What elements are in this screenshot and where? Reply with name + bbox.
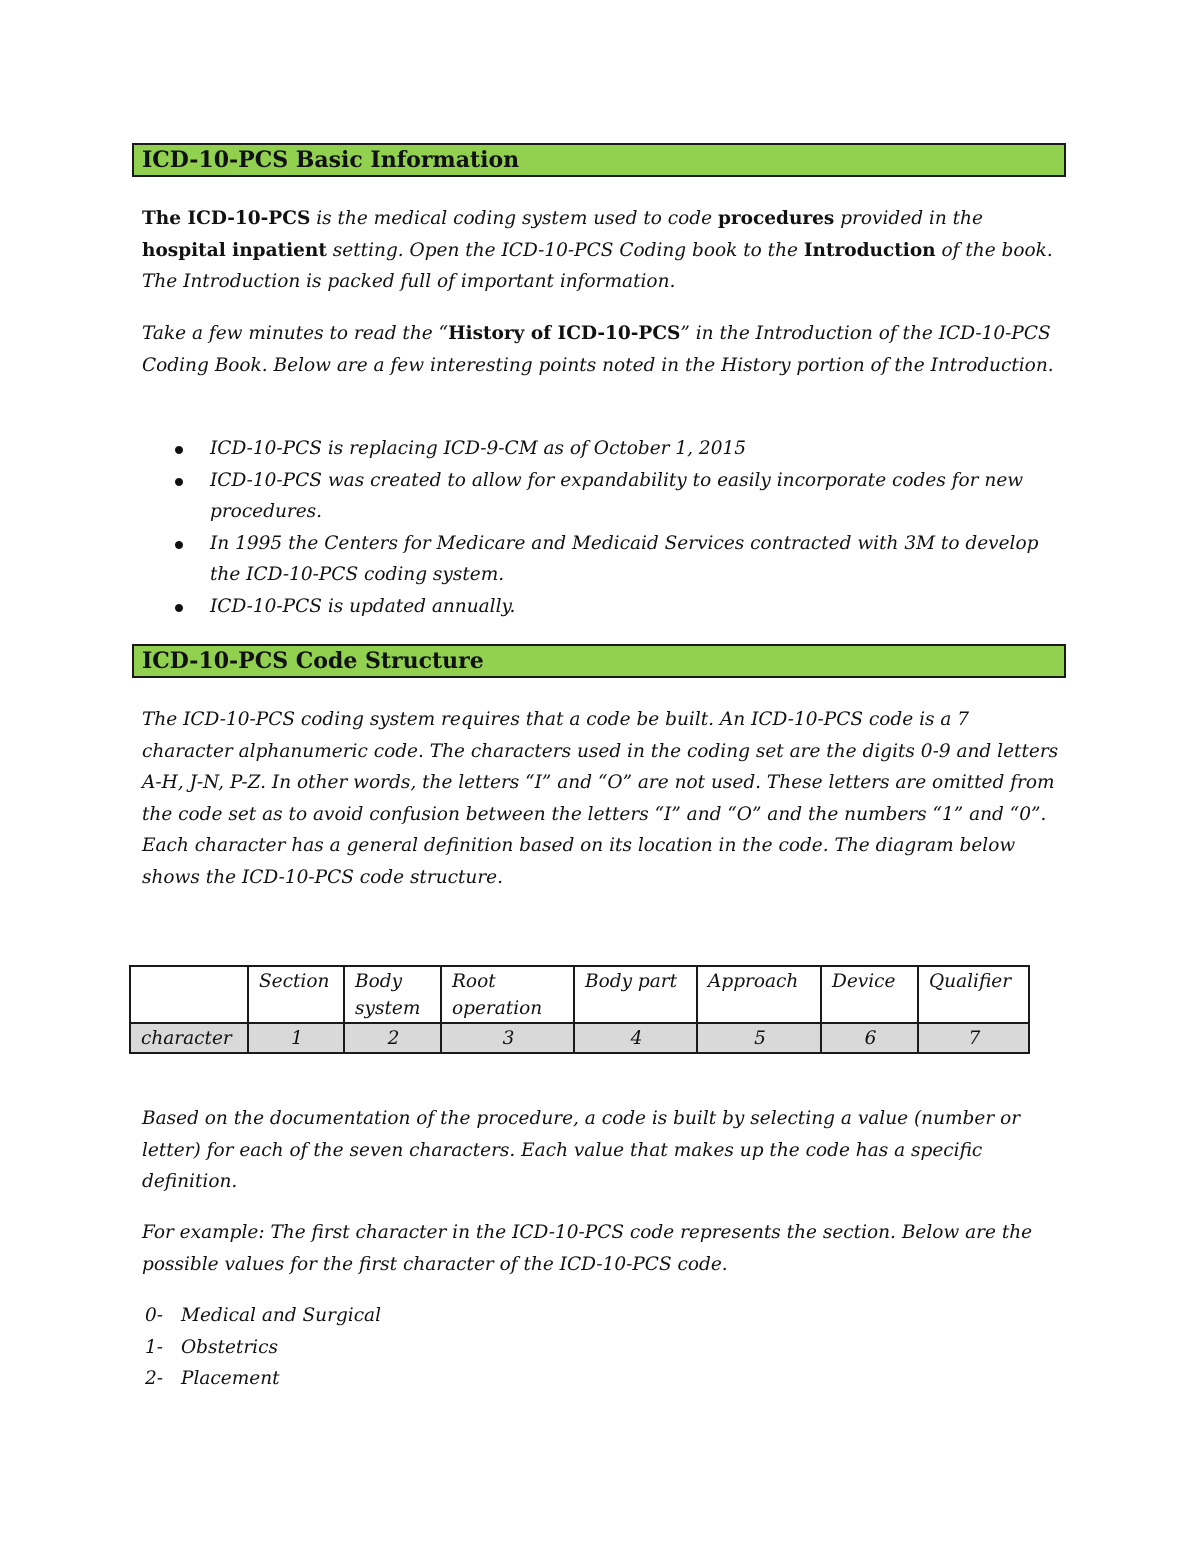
code-structure-paragraph: The ICD-10-PCS coding system requires that a code be built. An ICD-10-PCS code is a 7 character alphanumeric code. The characters used in the coding set are the digits 0-9 and letters A-H, J-N, P-Z. In other words, the letters “I” and “O” are not used. These letters are omitted from the code set as to avoid confusion between the letters “I” and “O” and the numbers “1” and “0”. Each character has a general definition based on its location in the code. The diagram below shows the ICD-10-PCS code structure.: [142, 709, 1059, 888]
text-span: is the medical coding system used to code: [310, 208, 718, 229]
list-item: [142, 528, 1062, 591]
table-header-cell: Body part: [574, 966, 697, 1023]
text-bold: History of ICD-10-PCS: [448, 323, 681, 344]
table-cell: 2: [344, 1023, 441, 1053]
table-header-cell: Body system: [344, 966, 441, 1023]
list-item: [145, 1332, 745, 1364]
text-bold: The: [142, 208, 188, 229]
table-header-cell: Section: [248, 966, 344, 1023]
table-header-cell: Root operation: [441, 966, 574, 1023]
list-item: [145, 1363, 745, 1395]
section-header-basic-info: ICD-10-PCS Basic Information: [132, 143, 1066, 177]
text-bold: hospital inpatient: [142, 239, 327, 261]
text-span: of the book. The Introduction is packed full of important information.: [142, 239, 1053, 293]
bullet-icon: [175, 478, 183, 486]
table-header-cell: Approach: [697, 966, 821, 1023]
table-header-cell: Qualifier: [918, 966, 1029, 1023]
list-item-text: ICD-10-PCS is updated annually.: [210, 595, 516, 617]
table-header-row: [130, 966, 1029, 1023]
table-cell: 7: [918, 1023, 1029, 1053]
section-header-code-structure: ICD-10-PCS Code Structure: [132, 644, 1066, 678]
text-bold: ICD-10-PCS: [187, 208, 311, 229]
example-paragraph: For example: The first character in the ICD-10-PCS code represents the section. Below are the possible values for the first character of the ICD-10-PCS code.: [142, 1222, 1033, 1275]
table-cell: 1: [248, 1023, 344, 1053]
value-number: 0-: [145, 1305, 164, 1326]
table-cell: 5: [697, 1023, 821, 1053]
value-label: Obstetrics: [181, 1336, 278, 1358]
table-row: [130, 1023, 1029, 1053]
text-span: ” in the Introduction of the ICD-10-PCS Coding Book. Below are a few interesting points noted in the History portion of the Introduction.: [142, 323, 1054, 376]
bullet-icon: [175, 604, 183, 612]
list-item-text: In 1995 the Centers for Medicare and Medicaid Services contracted with 3M to develop the ICD-10-PCS coding system.: [210, 532, 1039, 586]
list-item: [145, 1300, 745, 1332]
list-item: [142, 591, 1062, 623]
value-label: Placement: [181, 1368, 280, 1390]
intro-paragraph: [142, 203, 1062, 298]
list-item-text: ICD-10-PCS is replacing ICD-9-CM as of October 1, 2015: [210, 438, 747, 459]
text-span: Take a few minutes to read the “: [142, 323, 449, 344]
text-span: setting. Open the ICD-10-PCS Coding book to the: [326, 239, 804, 261]
text-bold: procedures: [717, 208, 835, 229]
history-bullet-list: [142, 433, 1062, 623]
bullet-icon: [175, 541, 183, 549]
value-number: 2-: [145, 1368, 164, 1390]
table-cell: 3: [441, 1023, 574, 1053]
history-paragraph: [142, 318, 1062, 381]
bullet-icon: [175, 446, 183, 454]
list-item: [142, 465, 1062, 528]
code-structure-table: [129, 965, 1030, 1054]
value-label: Medical and Surgical: [181, 1305, 382, 1326]
table-cell: 4: [574, 1023, 697, 1053]
table-header-cell: Device: [821, 966, 918, 1023]
list-item: [142, 433, 1062, 465]
section-values-list: [145, 1300, 745, 1395]
list-item-text: ICD-10-PCS was created to allow for expandability to easily incorporate codes for new procedures.: [210, 469, 1024, 523]
code-built-paragraph: Based on the documentation of the procedure, a code is built by selecting a value (number or letter) for each of the seven characters. Each value that makes up the code has a specific definition.: [142, 1108, 1021, 1193]
value-number: 1-: [145, 1336, 164, 1358]
table-cell: 6: [821, 1023, 918, 1053]
text-span: provided in the: [834, 208, 983, 229]
table-row-label: character: [130, 1023, 248, 1053]
table-header-cell: [130, 966, 248, 1023]
text-bold: Introduction: [803, 239, 936, 261]
